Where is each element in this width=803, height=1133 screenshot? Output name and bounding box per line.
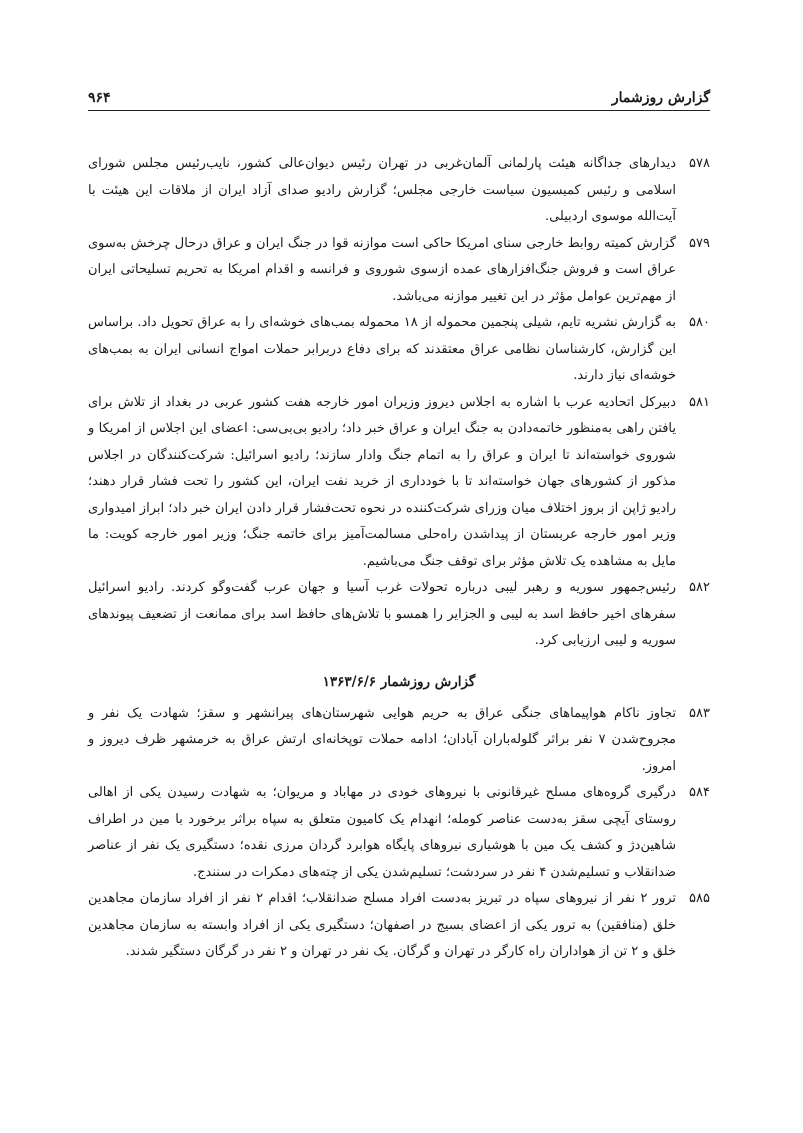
entry-585 bbox=[88, 886, 710, 966]
entry-text: دیدارهای جداگانه هیئت پارلمانی آلمان‌غربی در تهران رئیس دیوان‌عالی کشور، نایب‌رئیس مجلس شورای اسلامی و رئیس کمیسیون سیاست خارجی مجلس؛ گزارش رادیو صدای آزاد ایران از ملاقات این هیئت با آیت‌الله موسوی اردبیلی. bbox=[88, 156, 676, 224]
entry-number: ۵۸۱ bbox=[689, 394, 710, 410]
entry-number: ۵۸۵ bbox=[689, 891, 710, 906]
entry-text: رئیس‌جمهور سوریه و رهبر لیبی درباره تحولات غرب آسیا و جهان عرب گفت‌وگو کردند. رادیو اسرائیل سفرهای اخیر حافظ اسد به لیبی و الجزایر را همسو با تلاش‌های حافظ اسد برای ممانعت از تضعیف پیوندهای سوریه و لیبی ارزیابی کرد. bbox=[88, 580, 677, 648]
entry-text: دبیرکل اتحادیه عرب با اشاره به اجلاس دیروز وزیران امور خارجه هفت کشور عربی در بغداد از تلاش برای یافتن راهی به‌منظور خاتمه‌دادن به جنگ ایران و عراق خبر داد؛ رادیو بی‌بی‌سی: اعضای این اجلاس از امریکا و شوروی خواسته‌اند تا ایران و عراق را به اتمام جنگ وادار سازند؛ رادیو اسرائیل: شرکت‌کنندگان در اجلاس مذکور از کشورهای جهان خواسته‌اند تا با خودداری از خرید نفت ایران، این کشور را تحت فشار قرار دهند؛ رادیو ژاپن از بروز اختلاف میان وزرای شرکت‌کننده در نحوه تحت‌فشار قرار دادن ایران خبر داد؛ ابراز امیدواری وزیر امور خارجه عربستان از پیداشدن راه‌حلی مسالمت‌آمیز برای خاتمه جنگ؛ وزیر امور خارجه کویت: ما مایل به مشاهده یک تلاش مؤثر برای توقف جنگ می‌باشیم. bbox=[88, 394, 676, 569]
entries-list bbox=[88, 151, 710, 966]
document-page bbox=[88, 80, 710, 966]
entry-text: گزارش کمیته روابط خارجی سنای امریکا حاکی است موازنه قوا در جنگ ایران و عراق درحال چرخش به‌سوی عراق است و فروش جنگ‌افزارهای عمده ازسوی شوروی و فرانسه و اقدام امریکا به تحریم تسلیحاتی ایران از مهم‌ترین عوامل مؤثر در این تغییر موازنه می‌باشد. bbox=[88, 235, 676, 304]
entry-581 bbox=[88, 390, 710, 576]
entry-text: تجاوز ناکام هواپیماهای جنگی عراق به حریم هوایی شهرستان‌های پیرانشهر و سقز؛ شهادت یک نفر و مجروح‌شدن ۷ نفر براثر گلوله‌باران آبادان؛ ادامه حملات توپخانه‌ای ارتش عراق به خرمشهر ظرف دیروز و امروز. bbox=[88, 705, 677, 774]
page-number: ۹۶۴ bbox=[88, 90, 111, 106]
entry-584 bbox=[88, 780, 710, 886]
entry-582 bbox=[88, 575, 710, 655]
entry-text: ترور ۲ نفر از نیروهای سپاه در تبریز به‌دست افراد مسلح ضدانقلاب؛ اقدام ۲ نفر از افراد سازمان مجاهدین خلق (منافقین) به ترور یکی از اعضای بسیج در اصفهان؛ دستگیری یکی از افراد وابسته به سازمان مجاهدین خلق و ۲ تن از هواداران راه کارگر در تهران و گرگان. یک نفر در تهران و ۲ نفر در گرگان دستگیر شدند. bbox=[88, 891, 676, 959]
running-header bbox=[88, 80, 710, 111]
entry-number: ۵۸۳ bbox=[689, 705, 710, 721]
entry-579 bbox=[88, 231, 710, 311]
entry-text: به گزارش نشریه تایم، شیلی پنجمین محموله از ۱۸ محموله بمب‌های خوشه‌ای را به عراق تحویل داد. براساس این گزارش، کارشناسان نظامی عراق معتقدند که برای دفاع دربرابر حملات امواج انسانی ایران به بمب‌های خوشه‌ای نیاز دارند. bbox=[88, 315, 676, 383]
entry-number: ۵۸۰ bbox=[689, 315, 710, 330]
entry-number: ۵۷۸ bbox=[689, 156, 710, 171]
entry-578 bbox=[88, 151, 710, 231]
entry-number: ۵۸۲ bbox=[689, 580, 710, 595]
entry-number: ۵۷۹ bbox=[689, 235, 710, 251]
entry-583 bbox=[88, 701, 710, 781]
entry-text: درگیری گروه‌های مسلح غیرقانونی با نیروهای خودی در مهاباد و مریوان؛ به شهادت رسیدن یکی از اهالی روستای آیچی سقز به‌دست عناصر کومله؛ انهدام یک کامیون متعلق به سپاه براثر برخورد با مین در اطراف شاهین‌دژ و کشف یک مین با هوشیاری نیروهای پایگاه هوابرد گردان مرزی نقده؛ دستگیری یک نفر از عناصر ضدانقلاب و تسلیم‌شدن ۴ نفر در سردشت؛ تسلیم‌شدن یکی از چته‌های دمکرات در سنندج. bbox=[88, 785, 676, 880]
entry-number: ۵۸۴ bbox=[689, 785, 710, 800]
entry-580 bbox=[88, 310, 710, 390]
section-heading: گزارش روزشمار ۱۳۶۳/۶/۶ bbox=[322, 673, 476, 690]
header-title: گزارش روزشمار bbox=[611, 90, 710, 106]
